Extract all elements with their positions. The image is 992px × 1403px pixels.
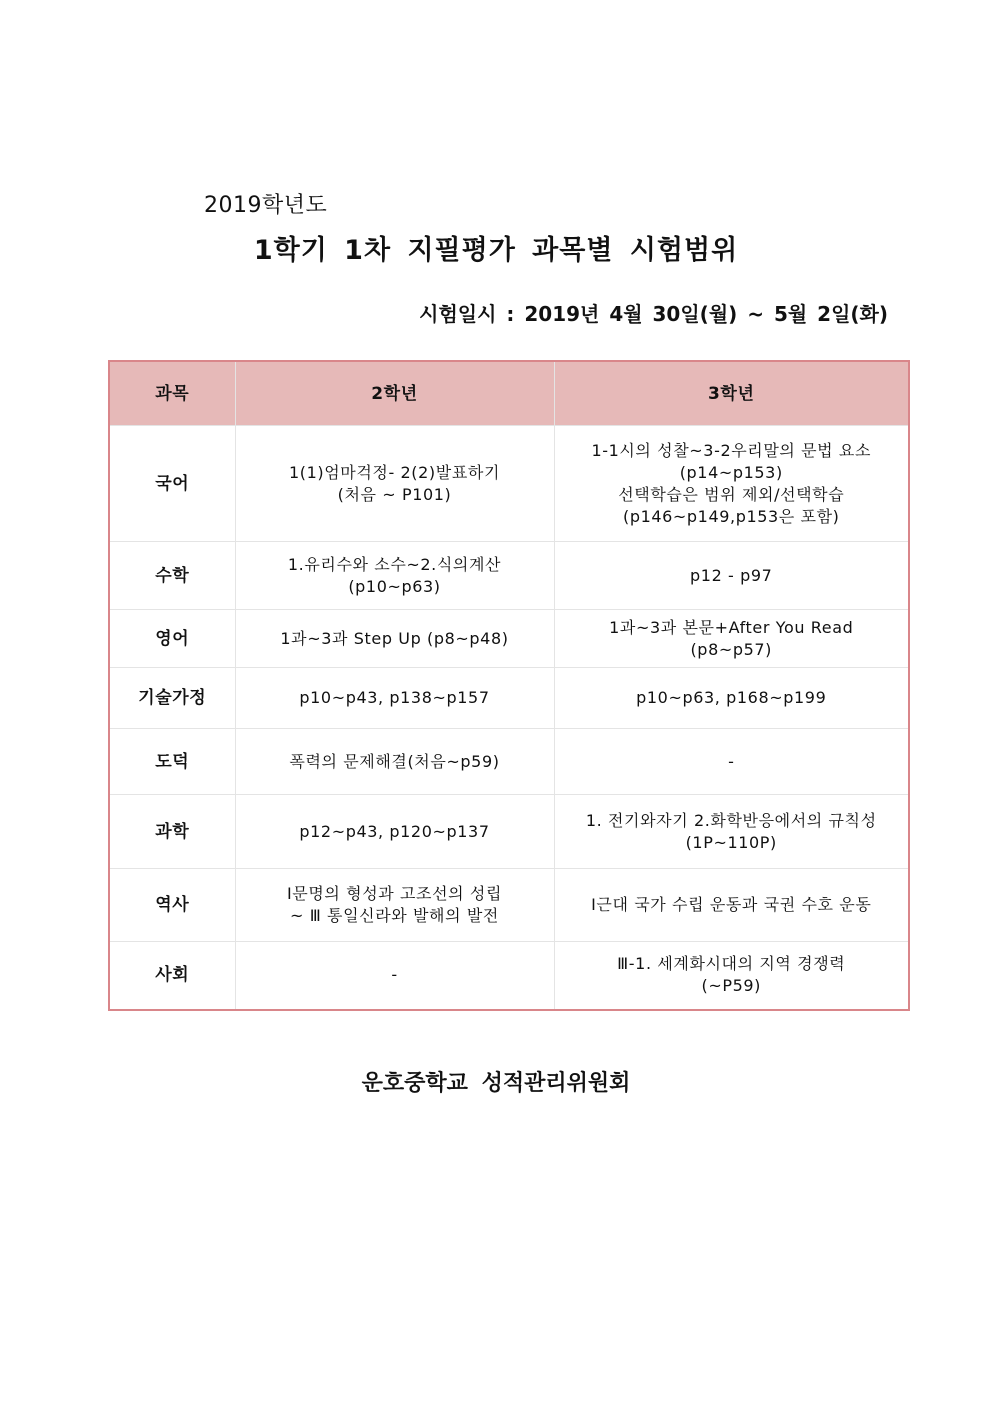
grade2-scope-cell: p12~p43, p120~p137 (235, 795, 554, 869)
table-row (109, 610, 909, 668)
grade2-scope-cell: Ⅰ문명의 형성과 고조선의 성립 ~ Ⅲ 통일신라와 발해의 발전 (235, 869, 554, 942)
table-row (109, 729, 909, 795)
grade2-scope-cell: 1과~3과 Step Up (p8~p48) (235, 610, 554, 668)
table-row (109, 942, 909, 1010)
grade3-scope-cell: p10~p63, p168~p199 (554, 668, 909, 729)
subject-cell: 역사 (109, 869, 235, 942)
grade3-scope-cell: 1. 전기와자기 2.화학반응에서의 규칙성 (1P~110P) (554, 795, 909, 869)
subject-cell: 수학 (109, 542, 235, 610)
exam-date: 시험일시 : 2019년 4월 30일(월) ~ 5월 2일(화) (419, 302, 888, 326)
issuer-name: 운호중학교 성적관리위원회 (361, 1071, 631, 1096)
subject-cell: 기술가정 (109, 668, 235, 729)
grade2-scope-cell: 1(1)엄마걱정- 2(2)발표하기 (처음 ~ P101) (235, 426, 554, 542)
table-row (109, 795, 909, 869)
grade3-scope-cell: 1과~3과 본문+After You Read (p8~p57) (554, 610, 909, 668)
subject-cell: 영어 (109, 610, 235, 668)
table-header-row (109, 361, 909, 426)
exam-scope-table (108, 360, 910, 1011)
subject-cell: 국어 (109, 426, 235, 542)
column-header-grade2: 2학년 (235, 361, 554, 426)
table-row (109, 869, 909, 942)
subject-cell: 사회 (109, 942, 235, 1010)
grade3-scope-cell: - (554, 729, 909, 795)
table-row (109, 542, 909, 610)
grade2-scope-cell: 폭력의 문제해결(처음~p59) (235, 729, 554, 795)
table-row (109, 668, 909, 729)
table-row (109, 426, 909, 542)
column-header-subject: 과목 (109, 361, 235, 426)
grade2-scope-cell: p10~p43, p138~p157 (235, 668, 554, 729)
grade3-scope-cell: 1-1시의 성찰~3-2우리말의 문법 요소 (p14~p153) 선택학습은 범위 제외/선택학습 (p146~p149,p153은 포함) (554, 426, 909, 542)
grade3-scope-cell: p12 - p97 (554, 542, 909, 610)
document-title: 1학기 1차 지필평가 과목별 시험범위 (253, 235, 739, 266)
grade3-scope-cell: Ⅰ근대 국가 수립 운동과 국권 수호 운동 (554, 869, 909, 942)
grade2-scope-cell: 1.유리수와 소수~2.식의계산 (p10~p63) (235, 542, 554, 610)
subject-cell: 도덕 (109, 729, 235, 795)
grade2-scope-cell: - (235, 942, 554, 1010)
subject-cell: 과학 (109, 795, 235, 869)
grade3-scope-cell: Ⅲ-1. 세계화시대의 지역 경쟁력 (~P59) (554, 942, 909, 1010)
column-header-grade3: 3학년 (554, 361, 909, 426)
school-year: 2019학년도 (204, 193, 328, 218)
